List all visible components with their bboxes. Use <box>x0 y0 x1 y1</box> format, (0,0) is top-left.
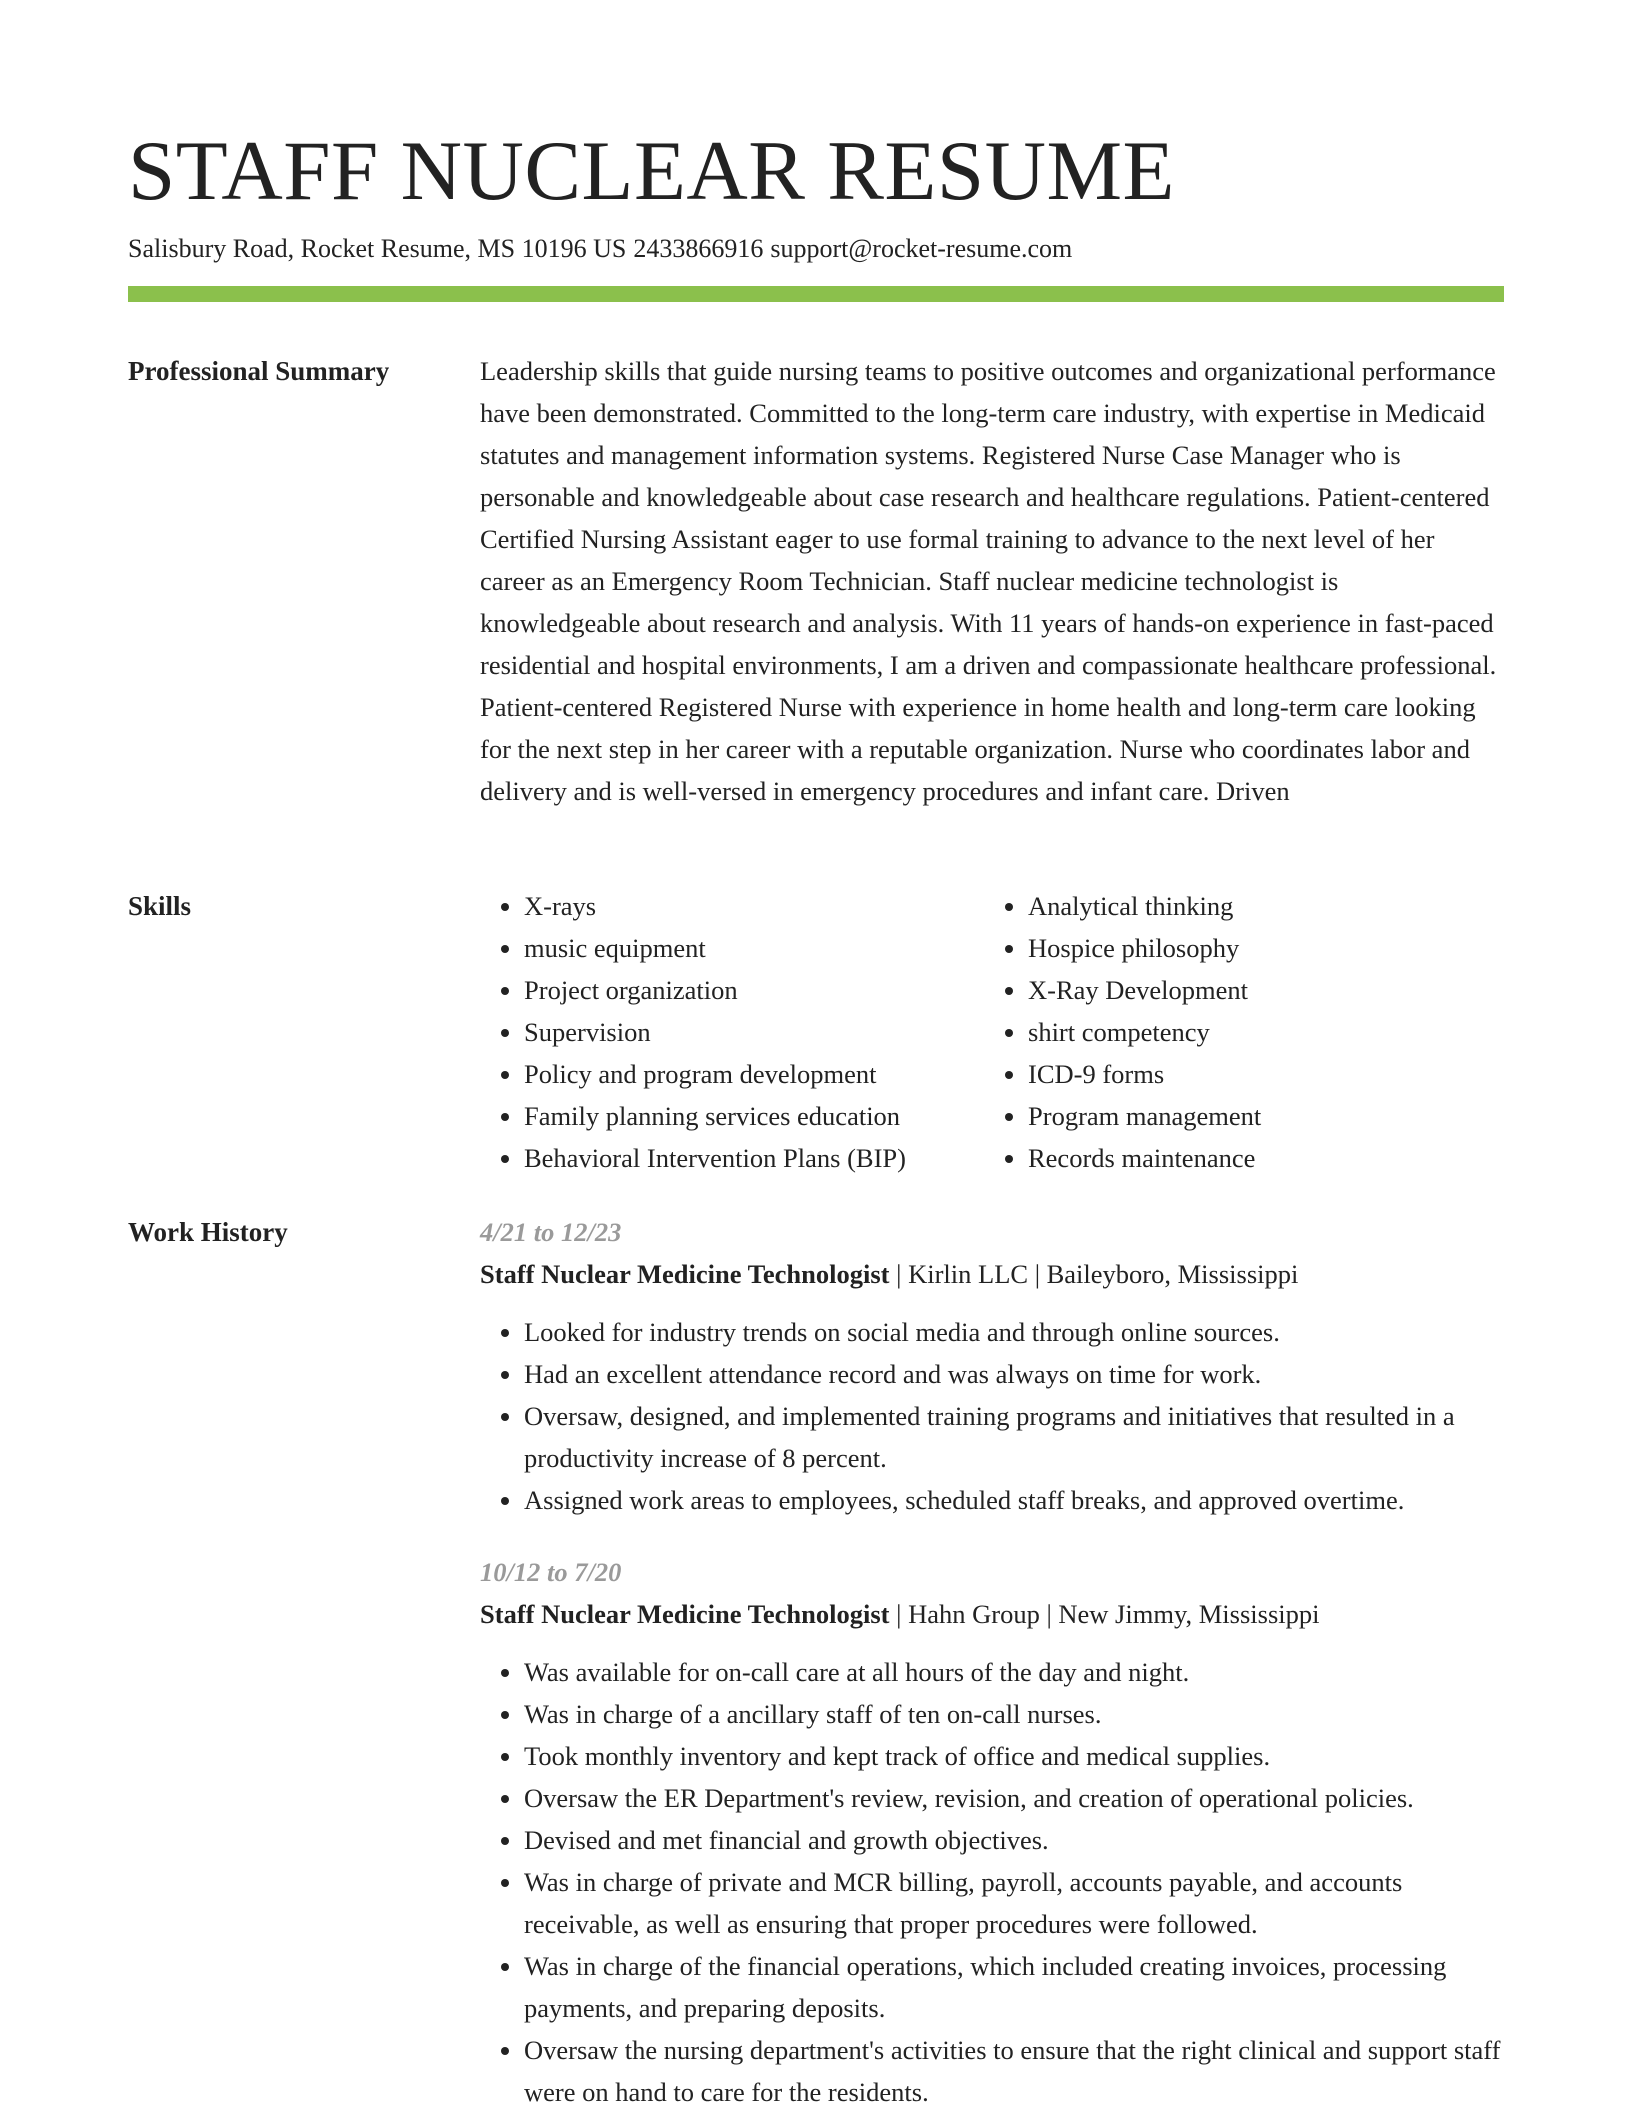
job-company: Hahn Group <box>908 1599 1040 1629</box>
skill-item: • Program management <box>1028 1095 1488 1137</box>
skill-item: • Family planning services education <box>524 1095 984 1137</box>
skill-item: • Analytical thinking <box>1028 885 1488 927</box>
skill-item: • Supervision <box>524 1011 984 1053</box>
job-bullet: • Was in charge of a ancillary staff of ten on-call nurses. <box>524 1693 1504 1735</box>
job-entry <box>480 1551 1504 2113</box>
skills-list-left <box>480 885 984 1179</box>
work-history-heading: Work History <box>128 1217 288 1247</box>
skill-item: • ICD-9 forms <box>1028 1053 1488 1095</box>
summary-heading: Professional Summary <box>128 356 390 386</box>
accent-divider <box>128 286 1504 302</box>
skill-item: • Project organization <box>524 969 984 1011</box>
job-bullet: • Devised and met financial and growth objectives. <box>524 1819 1504 1861</box>
contact-line <box>128 232 1072 266</box>
contact-address: Salisbury Road, Rocket Resume, MS 10196 US <box>128 234 627 263</box>
job-bullet-list <box>480 1651 1504 2113</box>
skills-heading: Skills <box>128 891 192 921</box>
job-bullet: • Assigned work areas to employees, scheduled staff breaks, and approved overtime. <box>524 1479 1504 1521</box>
skill-item: • X-Ray Development <box>1028 969 1488 1011</box>
job-bullet: • Was available for on-call care at all hours of the day and night. <box>524 1651 1504 1693</box>
skill-item: • Records maintenance <box>1028 1137 1488 1179</box>
job-location: New Jimmy, Mississippi <box>1058 1599 1320 1629</box>
job-bullet: • Oversaw the ER Department's review, revision, and creation of operational policies. <box>524 1777 1504 1819</box>
job-location: Baileyboro, Mississippi <box>1046 1259 1299 1289</box>
job-dates: 10/12 to 7/20 <box>480 1557 622 1587</box>
skill-item: • music equipment <box>524 927 984 969</box>
job-bullet: • Oversaw the nursing department's activities to ensure that the right clinical and support staff were on hand to care for the residents. <box>524 2029 1504 2113</box>
job-heading: Staff Nuclear Medicine Technologist | Kirlin LLC | Baileyboro, Mississippi <box>480 1259 1299 1289</box>
summary-text: Leadership skills that guide nursing teams to positive outcomes and organizational performance have been demonstrated. Committed to the long-term care industry, with expertise in Medicaid statutes and management information systems. Registered Nurse Case Manager who is personable and knowledgeable about case research and healthcare regulations. Patient-centered Certified Nursing Assistant eager to use formal training to advance to the next level of her career as an Emergency Room Technician. Staff nuclear medicine technologist is knowledgeable about research and analysis. With 11 years of hands-on experience in fast-paced residential and hospital environments, I am a driven and compassionate healthcare professional. Patient-centered Registered Nurse with experience in home health and long-term care looking for the next step in her career with a reputable organization. Nurse who coordinates labor and delivery and is well-versed in emergency procedures and infant care. Driven <box>480 356 1497 806</box>
job-bullet-list <box>480 1311 1504 1521</box>
job-title: Staff Nuclear Medicine Technologist <box>480 1259 890 1289</box>
skill-item: • X-rays <box>524 885 984 927</box>
summary-body <box>480 350 1504 812</box>
work-history-body <box>480 1211 1504 2113</box>
job-company: Kirlin LLC <box>908 1259 1029 1289</box>
job-bullet: • Was in charge of the financial operations, which included creating invoices, processing payments, and preparing deposits. <box>524 1945 1504 2029</box>
skill-item: • Policy and program development <box>524 1053 984 1095</box>
skill-item: • Hospice philosophy <box>1028 927 1488 969</box>
job-bullet: • Had an excellent attendance record and was always on time for work. <box>524 1353 1504 1395</box>
contact-email: support@rocket-resume.com <box>770 234 1073 263</box>
job-heading: Staff Nuclear Medicine Technologist | Hahn Group | New Jimmy, Mississippi <box>480 1599 1320 1629</box>
job-bullet: • Oversaw, designed, and implemented training programs and initiatives that resulted in a productivity increase of 8 percent. <box>524 1395 1504 1479</box>
job-title: Staff Nuclear Medicine Technologist <box>480 1599 890 1629</box>
job-bullet: • Took monthly inventory and kept track of office and medical supplies. <box>524 1735 1504 1777</box>
resume-title: STAFF NUCLEAR RESUME <box>128 124 1175 218</box>
skills-list-right <box>984 885 1488 1179</box>
job-bullet: • Was in charge of private and MCR billing, payroll, accounts payable, and accounts receivable, as well as ensuring that proper procedures were followed. <box>524 1861 1504 1945</box>
skill-item: • shirt competency <box>1028 1011 1488 1053</box>
skill-item: • Behavioral Intervention Plans (BIP) <box>524 1137 984 1179</box>
job-bullet: • Looked for industry trends on social media and through online sources. <box>524 1311 1504 1353</box>
job-entry <box>480 1211 1504 1521</box>
contact-phone: 2433866916 <box>633 234 764 263</box>
skills-body <box>480 885 1504 1179</box>
job-dates: 4/21 to 12/23 <box>480 1217 622 1247</box>
